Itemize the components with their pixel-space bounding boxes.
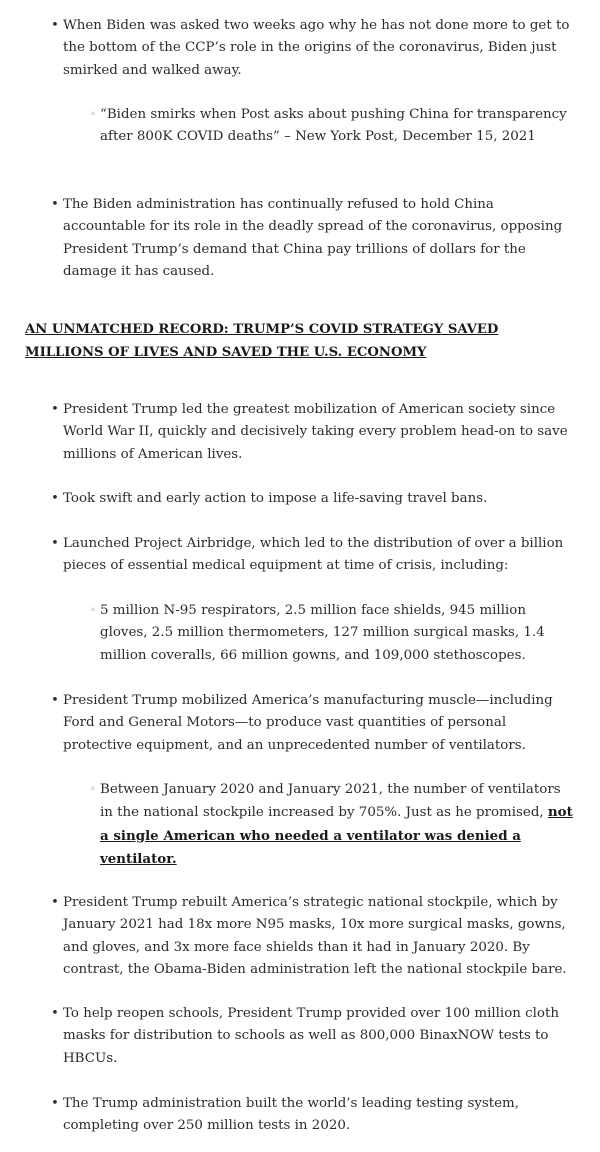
bullet-marker: • (51, 18, 59, 33)
sub-list-item-text: 5 million N-95 respirators, 2.5 million face shields, 945 million gloves, 2.5 million thermometers, 127 million surgical masks, 1.4 million coveralls, 66 million gowns, and 109,000 stethoscopes. (100, 603, 545, 663)
bullet-marker: • (51, 491, 59, 506)
section-heading: AN UNMATCHED RECORD: TRUMP’S COVID STRATEGY SAVED MILLIONS OF LIVES AND SAVED THE U.S. ECONOMY (25, 322, 499, 360)
list-item-text: President Trump mobilized America’s manufacturing muscle—including Ford and General Motors—to produce vast quantities of personal protective equipment, and an unprecedented number of ventilators. (63, 693, 553, 753)
list-item-text: President Trump rebuilt America’s strategic national stockpile, which by January 2021 had 18x more N95 masks, 10x more surgical masks, gowns, and gloves, and 3x more face shields than it had in January 2020. By contrast, the Obama-Biden administration left the national stockpile bare. (63, 895, 567, 977)
sub-bullet-marker: ◦ (90, 784, 96, 795)
bullet-marker: • (51, 197, 59, 212)
sub-list-item-lead-text: Between January 2020 and January 2021, the number of ventilators in the national stockpile increased by 705%. Just as he promised, (100, 782, 561, 821)
bullet-marker: • (51, 693, 59, 708)
bullet-marker: • (51, 536, 59, 551)
list-item-text: Took swift and early action to impose a life-saving travel bans. (63, 491, 488, 506)
bullet-marker: • (51, 1096, 59, 1111)
list-item-text: The Biden administration has continually refused to hold China accountable for its role in the deadly spread of the coronavirus, opposing President Trump’s demand that China pay trillions of dollars for the damage it has caused. (63, 197, 563, 279)
bullet-marker: • (51, 895, 59, 910)
list-item-text: The Trump administration built the world’s leading testing system, completing over 250 million tests in 2020. (63, 1096, 520, 1134)
sub-list-item-text: “Biden smirks when Post asks about pushing China for transparency after 800K COVID deaths” – New York Post, December 15, 2021 (100, 107, 567, 145)
sub-bullet-marker: ◦ (90, 109, 96, 120)
list-item-text: To help reopen schools, President Trump provided over 100 million cloth masks for distribution to schools as well as 800,000 BinaxNOW tests to HBCUs. (63, 1006, 560, 1066)
bullet-marker: • (51, 402, 59, 417)
list-item-text: Launched Project Airbridge, which led to the distribution of over a billion pieces of essential medical equipment at time of crisis, including: (63, 536, 564, 574)
emphasized-promise-text: not a single American who needed a ventilator was denied a ventilator. (100, 804, 573, 867)
list-item-text: When Biden was asked two weeks ago why he has not done more to get to the bottom of the CCP’s role in the origins of the coronavirus, Biden just smirked and walked away. (63, 18, 570, 78)
sub-list-item-text (100, 779, 575, 871)
sub-bullet-marker: ◦ (90, 605, 96, 616)
list-item-text: President Trump led the greatest mobilization of American society since World War II, quickly and decisively taking every problem head-on to save millions of American lives. (63, 402, 568, 462)
bullet-marker: • (51, 1006, 59, 1021)
